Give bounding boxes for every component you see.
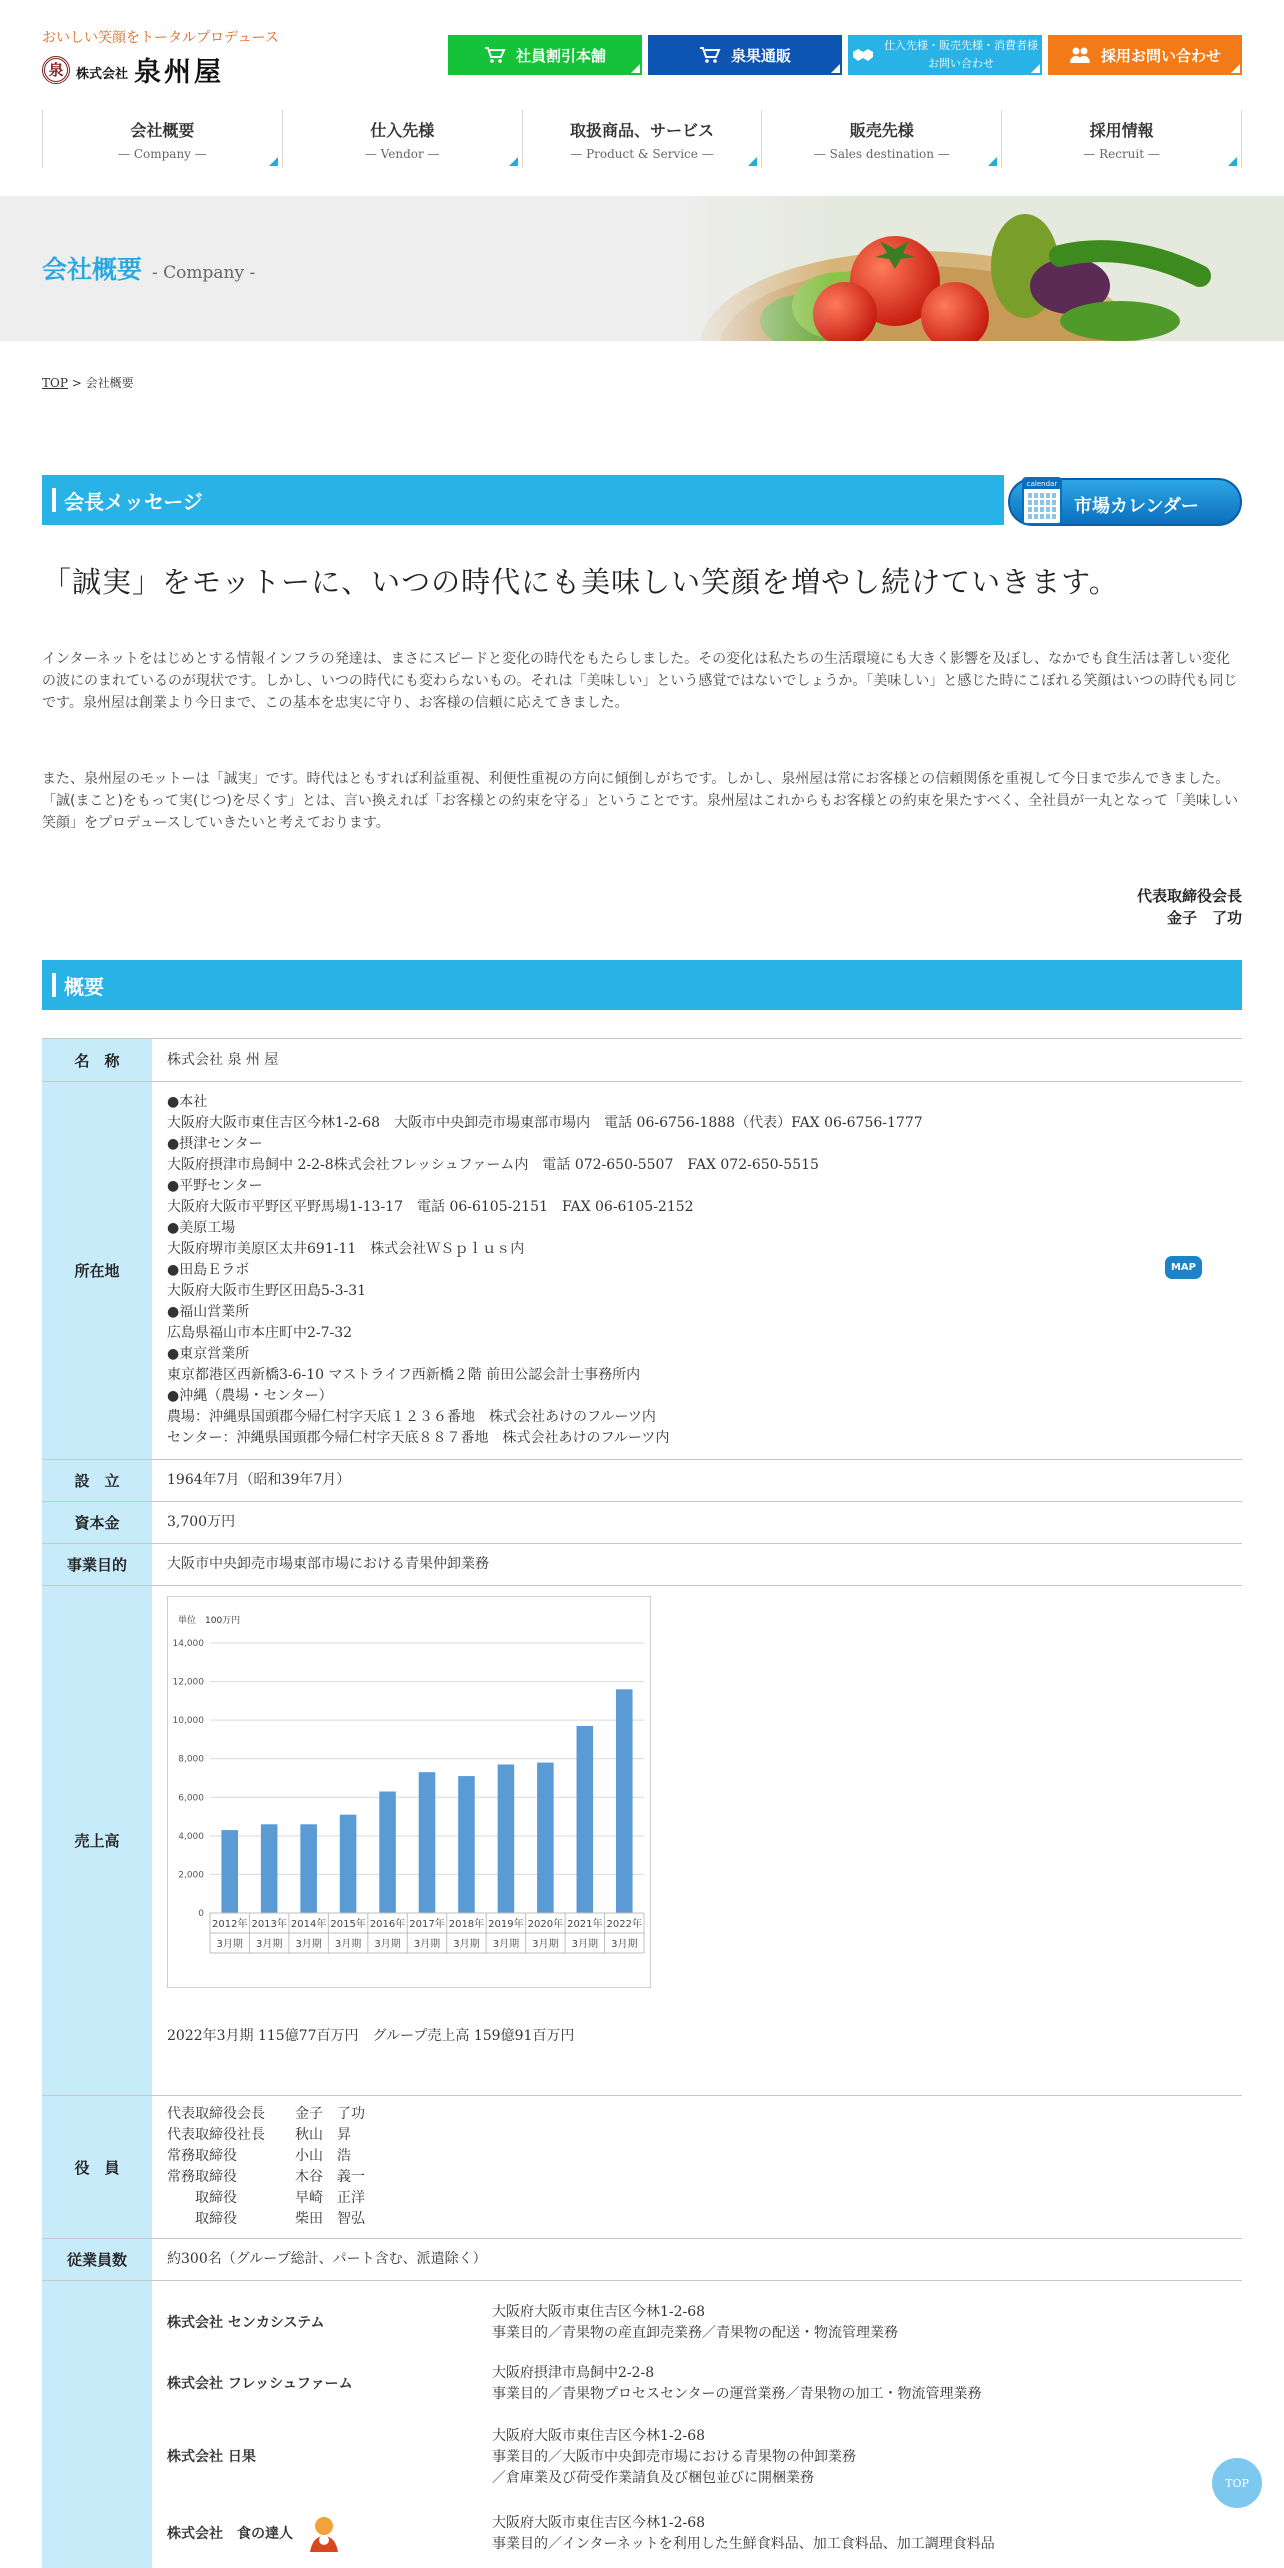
x-tick-sublabel: 3月期	[492, 1939, 520, 1950]
market-calendar-label: 市場カレンダー	[1074, 496, 1199, 517]
nav-item-sales[interactable]	[761, 110, 1001, 168]
y-tick-label: 6,000	[178, 1793, 204, 1804]
bar	[537, 1763, 554, 1913]
section-heading-message: 会長メッセージ	[42, 475, 1004, 525]
site-logo[interactable]	[42, 50, 224, 89]
breadcrumb-top-link[interactable]: TOP	[42, 376, 68, 390]
address-line: 大阪府大阪市平野区平野馬場1-13-17 電話 06-6105-2151 FAX 06-6105-2152	[167, 1199, 694, 1215]
x-tick-label: 2021年	[567, 1919, 603, 1930]
capital-value: 3,700万円	[152, 1502, 1242, 1544]
cart-icon	[699, 46, 721, 64]
group-company-name: 株式会社 センカシステム	[167, 2314, 325, 2331]
table-row	[42, 2096, 1242, 2239]
officer-name: 柴田 智弘	[295, 2211, 365, 2227]
handshake-icon	[852, 46, 874, 64]
business-value: 大阪市中央卸売市場東部市場における青果仲卸業務	[152, 1544, 1242, 1586]
row-label: 所在地	[42, 1082, 152, 1460]
group-company	[152, 2293, 1010, 2353]
chart-unit-label: 単位 100万円	[178, 1616, 241, 1626]
address-line: 農場：沖縄県国頭郡今帰仁村字天底１２３６番地 株式会社あけのフルーツ内	[167, 1409, 656, 1425]
page-banner	[0, 196, 1284, 341]
people-icon	[1069, 46, 1091, 64]
address-line: ●福山営業所	[167, 1304, 250, 1320]
group-company-address: 大阪府摂津市鳥飼中2-2-8	[492, 2365, 655, 2381]
row-label: 設 立	[42, 1460, 152, 1502]
chef-logo-icon	[302, 2514, 346, 2554]
employees-value: 約300名（グループ総計、パート含む、派遣除く）	[152, 2239, 1242, 2281]
x-tick-sublabel: 3月期	[453, 1939, 480, 1950]
address-line: ●田島Ｅラボ	[167, 1262, 250, 1278]
market-calendar-button[interactable]	[1008, 478, 1242, 526]
signature	[1137, 885, 1242, 929]
message-paragraph-1: インターネットをはじめとする情報インフラの発達は、まさにスピードと変化の時代をもたらしました。その変化は私たちの生活環境にも大きく影響を及ぼし、なかでも食生活は著しい変化の波にのまれているのが現状です。しかし、いつの時代にも変わらないもの。それは「美味しい」という感覚ではないでしょうか。「美味しい」と感じた時にこぼれる笑顔はいつの時代も同じです。泉州屋は創業より今日まで、この基本を忠実に守り、お客様の信頼に応えてきました。	[42, 651, 1238, 711]
officer	[167, 2188, 1227, 2209]
table-row	[42, 2281, 1242, 2568]
x-tick-label: 2020年	[527, 1919, 564, 1930]
x-tick-label: 2016年	[369, 1919, 406, 1930]
table-row	[42, 1039, 1242, 1082]
table-row	[42, 1502, 1242, 1544]
global-nav	[42, 110, 1242, 168]
nav-label: 会社概要	[130, 121, 195, 140]
address-line: 大阪府大阪市生野区田島5-3-31	[167, 1283, 367, 1299]
nav-item-products[interactable]	[522, 110, 762, 168]
nav-sublabel: — Sales destination —	[813, 147, 950, 161]
table-row	[42, 2239, 1242, 2281]
group-company-purpose: 事業目的／青果物の産直卸売業務／青果物の配送・物流管理業務	[492, 2325, 898, 2341]
online-shop-label: 泉果通販	[730, 46, 791, 65]
x-tick-label: 2015年	[330, 1919, 366, 1930]
x-tick-sublabel: 3月期	[611, 1939, 638, 1950]
group-company-purpose: 事業目的／大阪市中央卸売市場における青果物の仲卸業務	[492, 2448, 856, 2465]
table-row	[42, 1460, 1242, 1502]
y-tick-label: 4,000	[178, 1831, 204, 1842]
company-name-value: 株式会社 泉 州 屋	[152, 1039, 1242, 1082]
message-paragraph-2: また、泉州屋のモットーは「誠実」です。時代はともすれば利益重視、利便性重視の方向に傾倒しがちです。しかし、泉州屋は常にお客様との信頼関係を重視して今日まで歩んできました。「誠(まこと)をもって実(じつ)を尽くす」とは、言い換えれば「お客様との約束を守る」ということです。泉州屋はこれからもお客様との約束を果たすべく、全社員が一丸となって「美味しい笑顔」をプロデュースしていきたいと考えております。	[42, 771, 1239, 831]
group-company	[152, 2499, 1010, 2568]
officer-name: 秋山 昇	[295, 2127, 351, 2143]
recruit-contact-label: 採用お問い合わせ	[1100, 46, 1221, 65]
address-line: ●美原工場	[167, 1220, 236, 1236]
group-company	[152, 2353, 1010, 2415]
x-tick-sublabel: 3月期	[255, 1939, 283, 1950]
x-tick-label: 2022年	[606, 1919, 642, 1930]
table-row	[42, 1586, 1242, 2096]
bar	[616, 1689, 633, 1913]
nav-sublabel: — Recruit —	[1083, 147, 1160, 161]
y-tick-label: 2,000	[178, 1870, 204, 1881]
y-tick-label: 0	[198, 1909, 204, 1919]
x-tick-label: 2019年	[488, 1919, 524, 1930]
bar	[261, 1824, 278, 1913]
address-line: ●平野センター	[167, 1178, 263, 1194]
x-tick-sublabel: 3月期	[216, 1939, 243, 1950]
section-heading-overview: 概要	[42, 960, 1242, 1010]
officer-name: 早崎 正洋	[295, 2190, 365, 2206]
table-row	[42, 1082, 1242, 1460]
address-list	[167, 1092, 1227, 1449]
signature-name: 金子 了功	[1166, 909, 1242, 927]
nav-label: 取扱商品、サービス	[569, 121, 714, 140]
bar	[379, 1792, 396, 1914]
group-company-name-text: 株式会社 食の達人	[167, 2526, 293, 2542]
sales-bar-chart	[168, 1597, 652, 1989]
founded-value: 1964年7月（昭和39年7月）	[152, 1460, 1242, 1502]
back-to-top-button[interactable]: TOP	[1212, 2458, 1262, 2508]
address-line: センター：沖縄県国頭郡今帰仁村字天底８８７番地 株式会社あけのフルーツ内	[167, 1430, 670, 1446]
recruit-contact-button[interactable]	[1048, 35, 1242, 75]
group-company-address: 大阪府大阪市東住吉区今林1-2-68	[492, 2427, 706, 2444]
officer-role: 常務取締役	[167, 2169, 237, 2185]
tagline: おいしい笑顔をトータルプロデュース	[42, 30, 279, 46]
nav-label: 採用情報	[1089, 121, 1154, 140]
nav-item-company[interactable]	[42, 110, 282, 168]
sales-note: 2022年3月期 115億77百万円 グループ売上高 159億91百万円	[167, 2028, 575, 2044]
address-line: 大阪府大阪市東住吉区今林1-2-68 大阪市中央卸売市場東部市場内 電話 06-6756-1888（代表）FAX 06-6756-1777	[167, 1115, 923, 1131]
logo-mark: 泉	[42, 56, 70, 84]
officer-name: 木谷 義一	[295, 2169, 365, 2185]
address-line: 広島県福山市本庄町中2-7-32	[167, 1325, 353, 1341]
calendar-icon-label: calendar	[1024, 479, 1060, 489]
page-title	[42, 250, 255, 286]
row-label: 名 称	[42, 1039, 152, 1082]
row-label: 資本金	[42, 1502, 152, 1544]
officers-list	[152, 2096, 1242, 2239]
contact-label-line2: お問い合わせ	[928, 57, 994, 70]
officer-name: 金子 了功	[295, 2106, 365, 2122]
bar	[458, 1776, 475, 1913]
contact-button[interactable]	[848, 35, 1042, 75]
signature-title: 代表取締役会長	[1136, 887, 1242, 905]
map-button[interactable]: MAP	[1165, 1256, 1202, 1279]
logo-name: 泉州屋	[134, 57, 225, 88]
address-line: ●東京営業所	[167, 1346, 250, 1362]
x-tick-label: 2013年	[251, 1919, 287, 1930]
y-tick-label: 10,000	[172, 1716, 204, 1727]
nav-item-recruit[interactable]	[1001, 110, 1242, 168]
y-tick-label: 14,000	[172, 1639, 204, 1649]
cart-icon	[484, 46, 506, 64]
address-line: ●摂津センター	[167, 1136, 263, 1152]
breadcrumb-current: 会社概要	[85, 376, 134, 390]
group-company	[152, 2415, 1010, 2499]
group-company-purpose-2: ／倉庫業及び荷受作業請負及び梱包並びに開梱業務	[492, 2469, 814, 2486]
nav-sublabel: — Product & Service —	[570, 147, 714, 161]
address-line: 大阪府堺市美原区太井691-11 株式会社ＷＳｐｌｕｓ内	[167, 1241, 525, 1257]
nav-sublabel: — Company —	[118, 147, 207, 161]
address-line: ●本社	[167, 1094, 208, 1110]
contact-label-line1: 仕入先様・販売先様・消費者様	[884, 39, 1038, 53]
officer-role: 常務取締役	[167, 2148, 237, 2164]
vegetables-photo	[680, 196, 1284, 341]
officer-role: 代表取締役社長	[167, 2127, 265, 2143]
motto-heading: 「誠実」をモットーに、いつの時代にも美味しい笑顔を増やし続けていきます。	[42, 565, 1119, 599]
officer	[167, 2209, 1227, 2230]
officer-role: 取締役	[167, 2190, 237, 2206]
x-tick-label: 2017年	[409, 1919, 445, 1930]
x-tick-sublabel: 3月期	[295, 1939, 322, 1950]
employee-discount-button[interactable]	[448, 35, 642, 75]
nav-label: 仕入先様	[370, 121, 435, 140]
calendar-icon	[1022, 477, 1062, 525]
x-tick-sublabel: 3月期	[334, 1939, 362, 1950]
officer	[167, 2104, 1227, 2125]
address-line: ●沖縄（農場・センター）	[167, 1388, 333, 1404]
group-company-name: 株式会社 フレッシュファーム	[167, 2375, 353, 2392]
nav-label: 販売先様	[849, 121, 914, 140]
nav-item-vendor[interactable]	[282, 110, 522, 168]
nav-sublabel: — Vendor —	[364, 147, 440, 161]
group-company-name	[152, 2499, 477, 2568]
bar	[340, 1815, 357, 1913]
page-title-en: - Company -	[152, 263, 256, 283]
company-overview-table	[42, 1038, 1242, 2568]
y-tick-label: 8,000	[178, 1754, 204, 1765]
officer	[167, 2167, 1227, 2188]
online-shop-button[interactable]	[648, 35, 842, 75]
group-company-address: 大阪府大阪市東住吉区今林1-2-68	[492, 2515, 706, 2531]
address-line: 東京都港区西新橋3-6-10 マストライフ西新橋２階 前田公認会計士事務所内	[167, 1367, 641, 1383]
bar	[577, 1726, 594, 1913]
officer	[167, 2125, 1227, 2146]
x-tick-label: 2012年	[212, 1919, 248, 1930]
x-tick-sublabel: 3月期	[571, 1939, 599, 1950]
x-tick-label: 2014年	[290, 1919, 327, 1930]
row-label: 事業目的	[42, 1544, 152, 1586]
site-header	[0, 0, 1284, 195]
bar	[221, 1830, 238, 1913]
officer-name: 小山 浩	[295, 2148, 351, 2164]
address-line: 大阪府摂津市鳥飼中 2-2-8株式会社フレッシュファーム内 電話 072-650-5507 FAX 072-650-5515	[167, 1157, 819, 1173]
x-tick-sublabel: 3月期	[374, 1939, 401, 1950]
y-tick-label: 12,000	[172, 1677, 204, 1688]
group-company-purpose: 事業目的／青果物プロセスセンターの運営業務／青果物の加工・物流管理業務	[492, 2386, 982, 2402]
row-label	[42, 2281, 152, 2568]
sales-chart	[167, 1596, 651, 1988]
breadcrumb	[42, 374, 134, 391]
officer-role: 代表取締役会長	[167, 2106, 265, 2122]
bar	[300, 1824, 317, 1913]
group-companies	[152, 2293, 1010, 2568]
officer-role: 取締役	[167, 2211, 237, 2227]
row-label: 売上高	[42, 1586, 152, 2096]
x-tick-sublabel: 3月期	[532, 1939, 559, 1950]
x-tick-sublabel: 3月期	[413, 1939, 441, 1950]
bar	[419, 1772, 436, 1913]
page-title-jp: 会社概要	[42, 255, 143, 284]
breadcrumb-separator: >	[67, 376, 86, 390]
logo-company-type: 株式会社	[76, 67, 129, 82]
officer	[167, 2146, 1227, 2167]
x-tick-label: 2018年	[448, 1919, 485, 1930]
employee-discount-label: 社員割引本舗	[515, 46, 606, 65]
group-company-name: 株式会社 日果	[167, 2448, 256, 2465]
bar	[498, 1765, 515, 1914]
table-row	[42, 1544, 1242, 1586]
row-label: 役 員	[42, 2096, 152, 2239]
group-company-address: 大阪府大阪市東住吉区今林1-2-68	[492, 2304, 706, 2320]
group-company-purpose: 事業目的／インターネットを利用した生鮮食料品、加工食料品、加工調理食料品	[492, 2536, 995, 2552]
row-label: 従業員数	[42, 2239, 152, 2281]
